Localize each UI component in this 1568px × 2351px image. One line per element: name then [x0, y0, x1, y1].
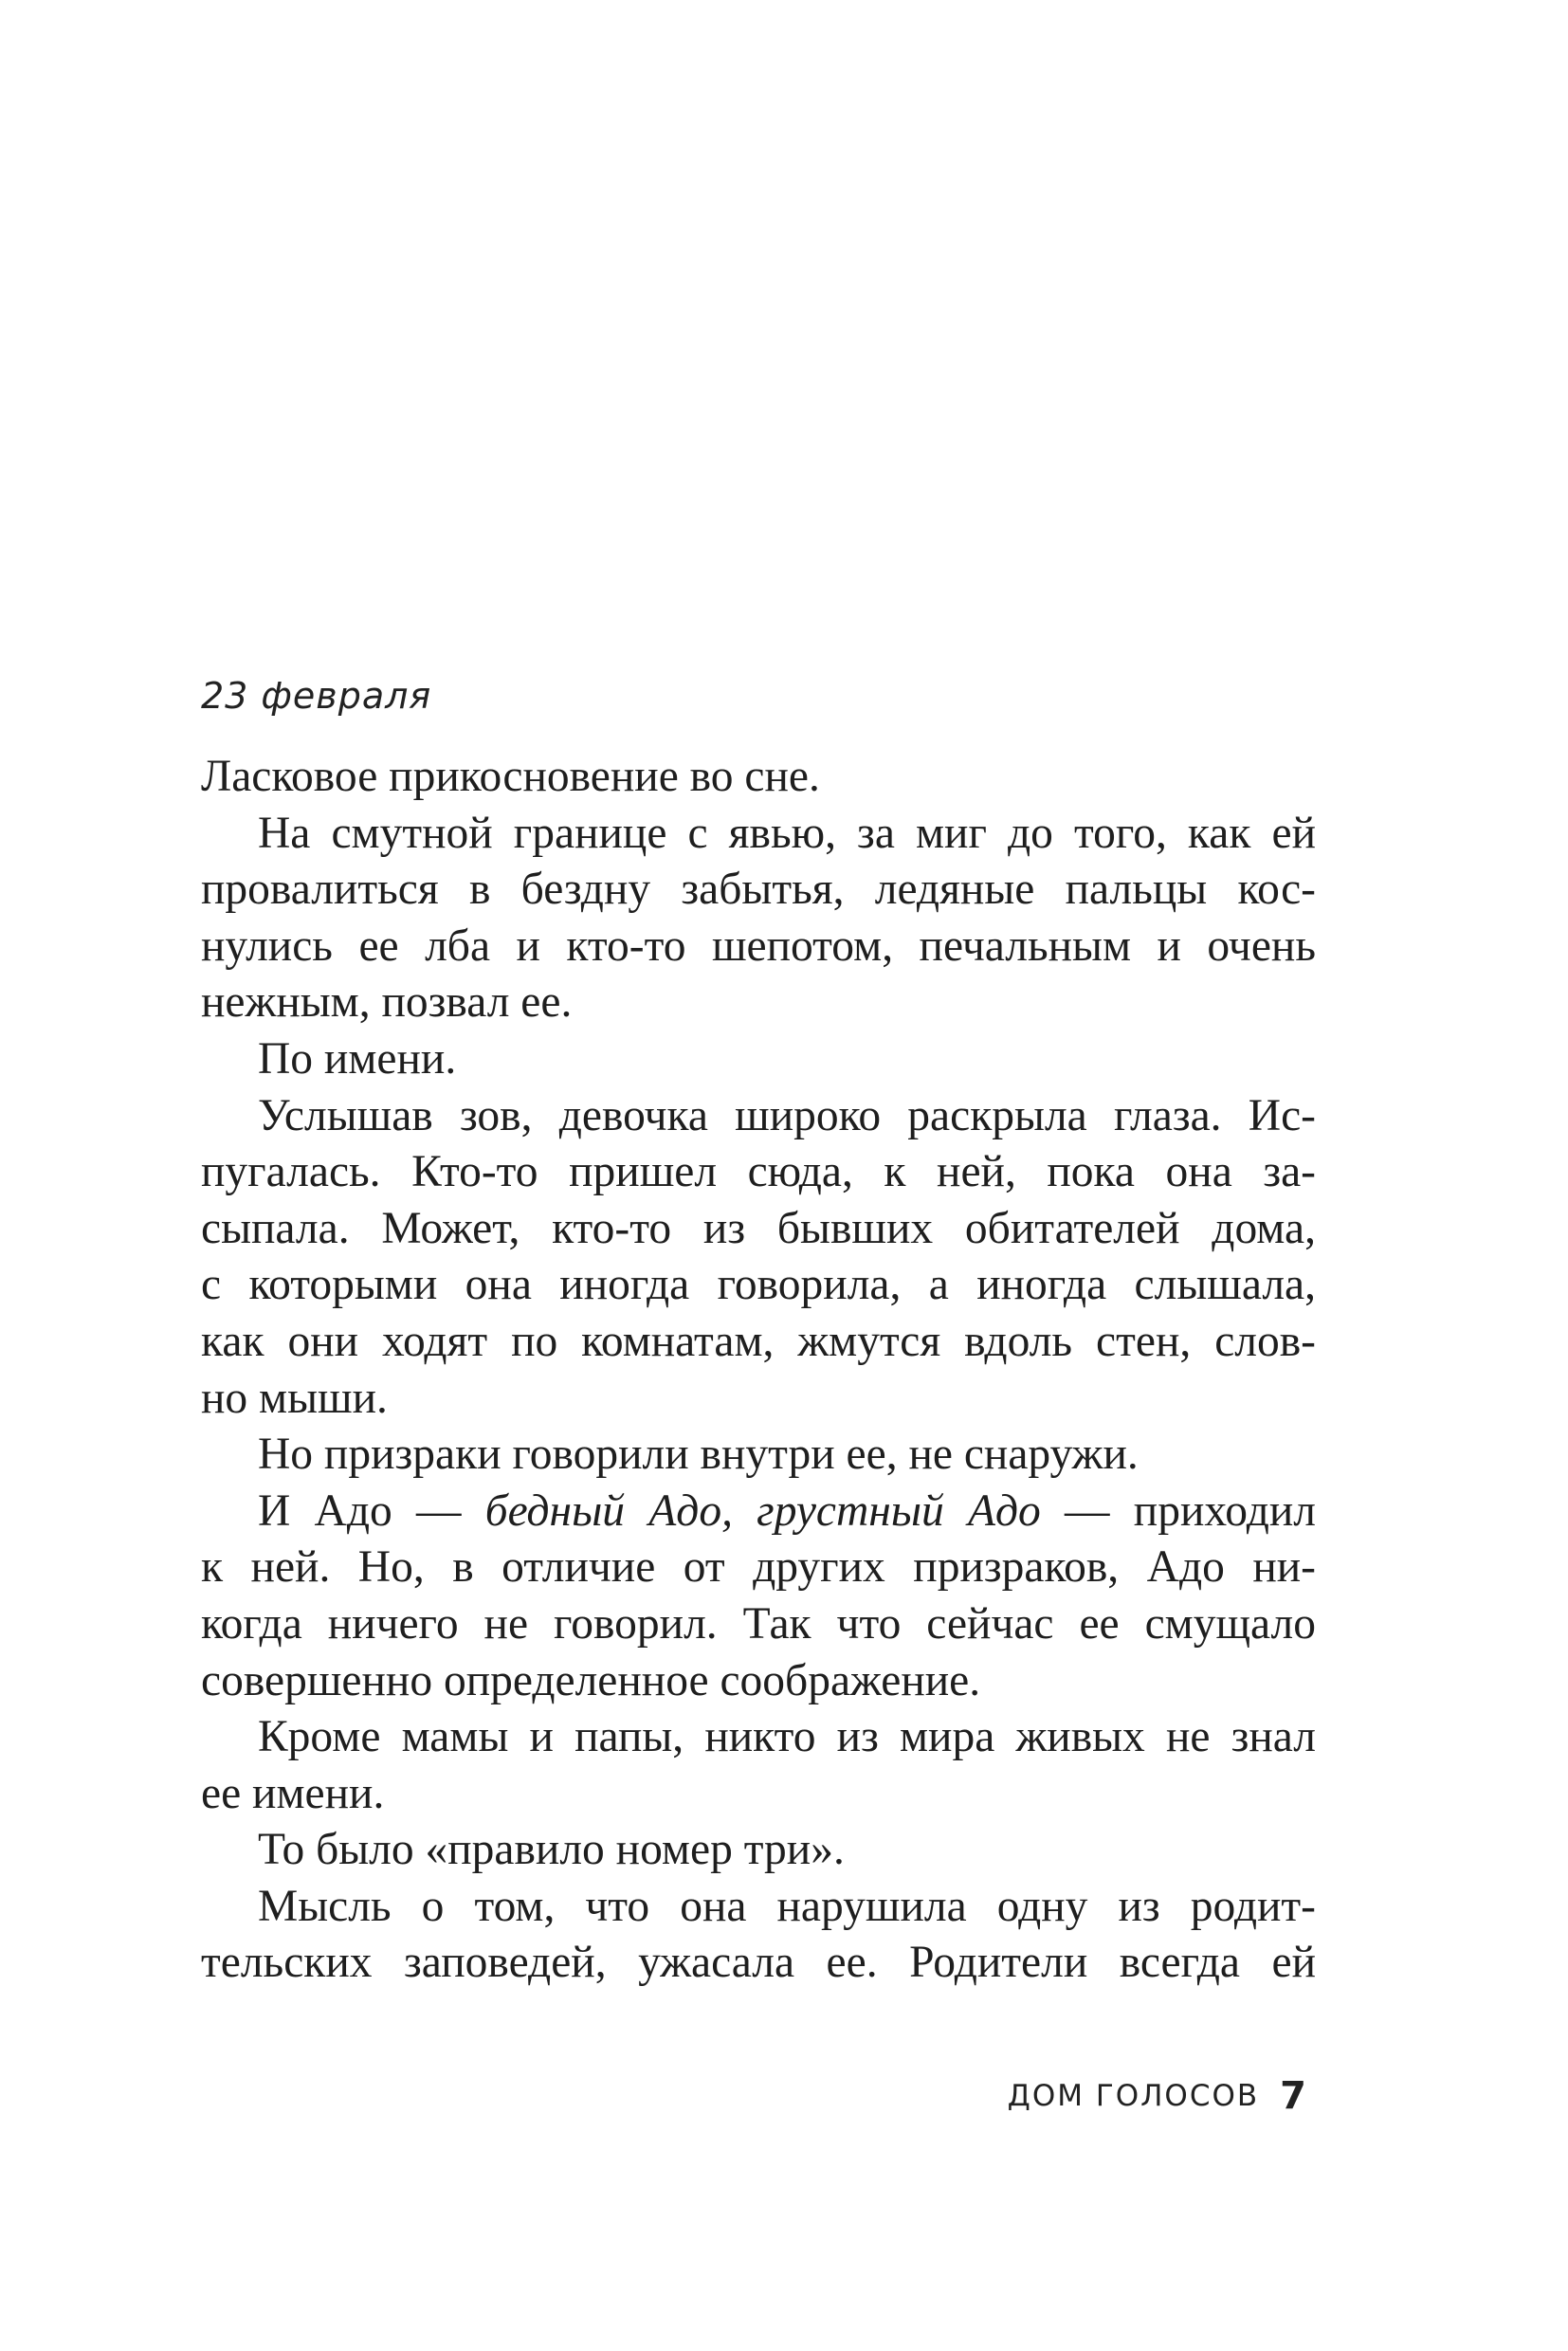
text-line: нежным, позвал ее. — [201, 977, 573, 1028]
text-line: но мыши. — [201, 1373, 388, 1423]
text-line: провалиться в бездну забытья, ледяные пальцы кос- — [201, 865, 1316, 915]
page-footer — [1008, 2074, 1306, 2118]
text-line: совершенно определенное соображение. — [201, 1655, 981, 1705]
text-line: Ласковое прикосновение во сне. — [201, 752, 820, 801]
text-line: с которыми она иногда говорила, а иногда слышала, — [201, 1260, 1316, 1310]
text-segment: — приходил — [1040, 1485, 1316, 1536]
text-line: По имени. — [258, 1033, 457, 1084]
text-line: нулись ее лба и кто-то шепотом, печальным и очень — [201, 920, 1316, 971]
text-line: Услышав зов, девочка широко раскрыла глаза. Ис- — [258, 1090, 1316, 1140]
text-line: сыпала. Может, кто-то из бывших обитателей дома, — [201, 1203, 1316, 1253]
text-line: когда ничего не говорил. Так что сейчас ее смущало — [201, 1598, 1316, 1649]
text-line: тельских заповедей, ужасала ее. Родители всегда ей — [201, 1938, 1316, 1988]
text-line: как они ходят по комнатам, жмутся вдоль стен, слов- — [201, 1316, 1316, 1366]
text-line: Но призраки говорили внутри ее, не снаружи. — [258, 1430, 1139, 1480]
text-line: пугалась. Кто-то пришел сюда, к ней, пока она за- — [201, 1147, 1316, 1197]
text-line: к ней. Но, в отличие от других призраков, Адо ни- — [201, 1542, 1316, 1593]
text-line: Мысль о том, что она нарушила одну из родит- — [258, 1881, 1316, 1931]
page-number: 7 — [1280, 2074, 1306, 2118]
body-text — [201, 749, 1316, 1992]
text-line: Кроме мамы и папы, никто из мира живых не знал — [258, 1712, 1316, 1762]
text-line: На смутной границе с явью, за миг до того, как ей — [258, 808, 1316, 858]
text-line: То было «правило номер три». — [258, 1825, 845, 1875]
text-line: ее имени. — [201, 1768, 385, 1818]
running-title: ДОМ ГОЛОСОВ — [1007, 2079, 1260, 2113]
text-segment: И Адо — — [258, 1485, 485, 1536]
text-line-with-italic — [201, 1484, 1316, 1540]
chapter-date: 23 февраля — [201, 675, 432, 717]
italic-phrase: бедный Адо, грустный Адо — [484, 1485, 1041, 1536]
